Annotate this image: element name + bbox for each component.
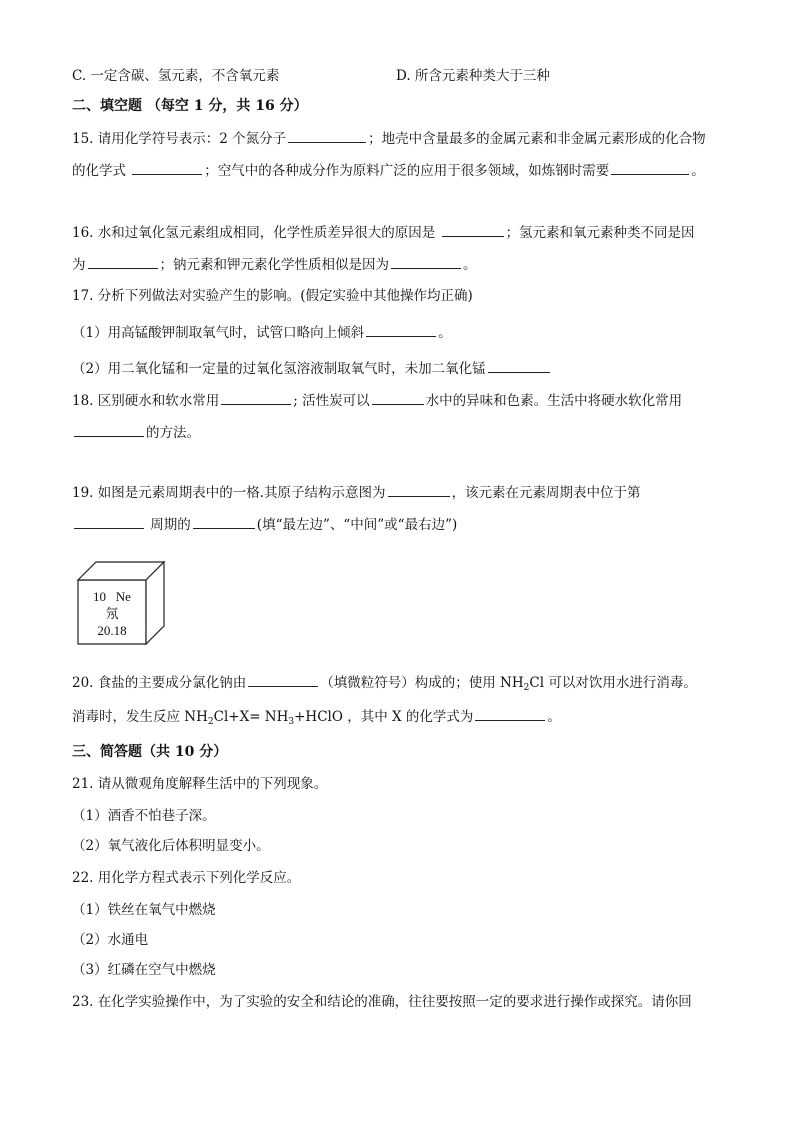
element-number-symbol: 10 Ne — [93, 589, 131, 604]
option-c: C. 一定含碳、氢元素，不含氧元素 — [72, 68, 280, 84]
q23-stem: 23. 在化学实验操作中，为了实验的安全和结论的准确，往往要按照一定的要求进行操作或探究。请你回 — [72, 994, 692, 1010]
element-name: 氖 — [105, 606, 119, 621]
answer-blank[interactable] — [248, 672, 318, 687]
answer-blank[interactable] — [388, 482, 450, 497]
q15-line1: 15. 请用化学符号表示：2 个氮分子 ；地壳中含量最多的金属元素和非金属元素形成的化合物 — [72, 128, 706, 149]
q17-stem: 17. 分析下列做法对实验产生的影响。(假定实验中其他操作均正确) — [72, 288, 473, 304]
q22-part3: （3）红磷在空气中燃烧 — [72, 962, 216, 978]
answer-blank[interactable] — [88, 254, 158, 269]
answer-blank[interactable] — [611, 160, 689, 175]
element-info — [80, 588, 144, 639]
answer-blank[interactable] — [74, 422, 144, 437]
periodic-table-cell — [74, 560, 166, 646]
q18-line1: 18. 区别硬水和软水常用 ; 活性炭可以 水中的异味和色素。生活中将硬水软化常用 — [72, 390, 682, 411]
q18-line2: 的方法。 — [72, 422, 200, 443]
q16-line2: 为 ；钠元素和钾元素化学性质相似是因为 。 — [72, 254, 477, 275]
answer-blank[interactable] — [391, 254, 461, 269]
q16-line1: 16. 水和过氧化氢元素组成相同，化学性质差异很大的原因是 ；氢元素和氧元素种类不同是因 — [72, 222, 695, 243]
answer-blank[interactable] — [74, 514, 144, 529]
answer-blank[interactable] — [193, 514, 255, 529]
q17-part2: （2）用二氧化锰和一定量的过氧化氢溶液制取氧气时，未加二氧化锰 — [72, 358, 552, 379]
q21-part2: （2）氧气液化后体积明显变小。 — [72, 838, 270, 854]
q21-part1: （1）酒香不怕巷子深。 — [72, 808, 216, 824]
q22-part2: （2）水通电 — [72, 932, 149, 948]
q17-part1: （1）用高锰酸钾制取氧气时，试管口略向上倾斜 。 — [72, 322, 452, 343]
element-mass: 20.18 — [97, 623, 127, 638]
option-d: D. 所含元素种类大于三种 — [396, 68, 550, 84]
answer-blank[interactable] — [442, 222, 504, 237]
answer-blank[interactable] — [366, 322, 436, 337]
answer-blank[interactable] — [132, 160, 202, 175]
answer-blank[interactable] — [475, 706, 545, 721]
answer-blank[interactable] — [221, 390, 291, 405]
q22-stem: 22. 用化学方程式表示下列化学反应。 — [72, 870, 301, 886]
answer-blank[interactable] — [372, 390, 424, 405]
q22-part1: （1）铁丝在氧气中燃烧 — [72, 902, 216, 918]
answer-blank[interactable] — [488, 358, 550, 373]
q20-line1: 20. 食盐的主要成分氯化钠由 （填微粒符号）构成的；使用 $NH_2Cl$ 可以对饮用水进行消毒。 — [72, 672, 697, 698]
q15-line2: 的化学式 ；空气中的各种成分作为原料广泛的应用于很多领域，如炼钢时需要 。 — [72, 160, 705, 181]
answer-blank[interactable] — [288, 128, 366, 143]
q19-line2: 周期的 (填“最左边”、“中间”或“最右边”) — [72, 514, 457, 535]
q19-line1: 19. 如图是元素周期表中的一格.其原子结构示意图为 ，该元素在元素周期表中位于第 — [72, 482, 641, 503]
section-3-heading: 三、简答题（共 10 分） — [72, 744, 228, 760]
q21-stem: 21. 请从微观角度解释生活中的下列现象。 — [72, 776, 328, 792]
section-2-heading: 二、填空题 （每空 1 分，共 16 分） — [72, 98, 308, 114]
q20-line2: 消毒时，发生反应 $NH_2Cl+X=$ $NH_3+HClO$ ，其中 X 的化学式为 。 — [72, 706, 561, 732]
